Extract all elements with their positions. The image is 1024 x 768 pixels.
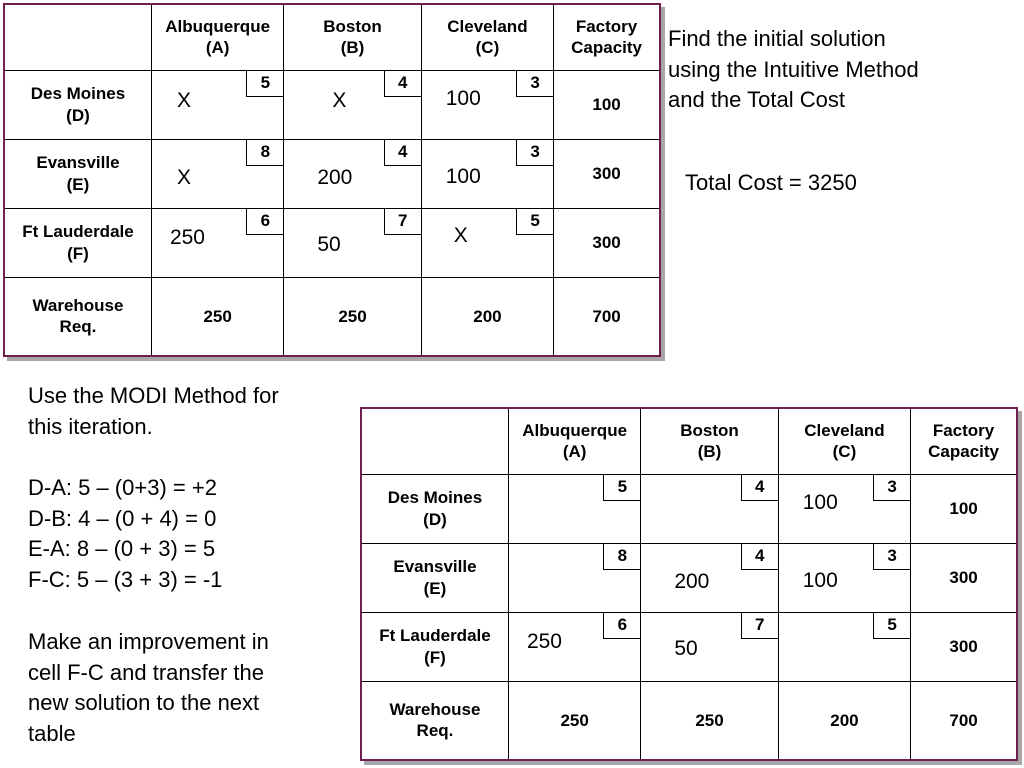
modi-intro-text: Use the MODI Method for this iteration. bbox=[28, 383, 279, 439]
allocation-value: 50 bbox=[674, 636, 698, 660]
route-cell bbox=[778, 474, 910, 543]
route-cell bbox=[508, 543, 640, 612]
route-cell bbox=[284, 208, 421, 277]
unit-cost-box: 5 bbox=[873, 613, 910, 639]
route-cell bbox=[151, 139, 283, 208]
route-cell bbox=[641, 543, 778, 612]
table-row bbox=[361, 612, 1017, 681]
allocation-value: 100 bbox=[445, 86, 481, 110]
row-label: Evansville (E) bbox=[4, 139, 151, 208]
unit-cost-box: 3 bbox=[516, 71, 553, 97]
allocation-value: 100 bbox=[445, 164, 481, 188]
modi-line: F-C: 5 – (3 + 3) = -1 bbox=[28, 566, 223, 592]
corner-cell bbox=[361, 408, 508, 474]
unit-cost-box: 7 bbox=[384, 209, 421, 235]
total-value: 700 bbox=[911, 681, 1017, 760]
table-row bbox=[361, 474, 1017, 543]
table-row bbox=[361, 543, 1017, 612]
total-value: 700 bbox=[554, 277, 660, 356]
unit-cost-box: 6 bbox=[246, 209, 283, 235]
route-cell bbox=[778, 543, 910, 612]
requirement-value: 200 bbox=[421, 277, 553, 356]
capacity-value: 300 bbox=[911, 612, 1017, 681]
allocation-value: 200 bbox=[674, 569, 710, 593]
route-cell bbox=[508, 474, 640, 543]
route-cell bbox=[421, 70, 553, 139]
unit-cost-box: 6 bbox=[603, 613, 640, 639]
allocation-value: X bbox=[176, 165, 191, 189]
row-label: Ft Lauderdale (F) bbox=[4, 208, 151, 277]
modi-line: E-A: 8 – (0 + 3) = 5 bbox=[28, 536, 216, 561]
capacity-value: 300 bbox=[554, 208, 660, 277]
unit-cost-box: 3 bbox=[873, 544, 910, 570]
modi-iteration-table bbox=[360, 407, 1018, 761]
route-cell bbox=[508, 612, 640, 681]
unit-cost-box: 5 bbox=[246, 71, 283, 97]
table-row bbox=[4, 139, 660, 208]
unit-cost-box: 8 bbox=[246, 140, 283, 166]
capacity-value: 300 bbox=[554, 139, 660, 208]
unit-cost-box: 5 bbox=[603, 475, 640, 501]
capacity-value: 300 bbox=[911, 543, 1017, 612]
allocation-value: X bbox=[332, 88, 347, 112]
row-label: Ft Lauderdale (F) bbox=[361, 612, 508, 681]
corner-cell bbox=[4, 4, 151, 70]
route-cell bbox=[421, 208, 553, 277]
column-header: Factory Capacity bbox=[554, 4, 660, 70]
row-label: Evansville (E) bbox=[361, 543, 508, 612]
unit-cost-box: 7 bbox=[741, 613, 778, 639]
requirement-value: 250 bbox=[641, 681, 778, 760]
allocation-value: 250 bbox=[526, 629, 562, 653]
unit-cost-box: 4 bbox=[384, 140, 421, 166]
route-cell bbox=[284, 70, 421, 139]
allocation-value: 100 bbox=[802, 490, 838, 514]
route-cell bbox=[421, 139, 553, 208]
allocation-value: 250 bbox=[169, 225, 205, 249]
route-cell bbox=[778, 612, 910, 681]
unit-cost-box: 8 bbox=[603, 544, 640, 570]
route-cell bbox=[641, 612, 778, 681]
allocation-value: X bbox=[176, 88, 191, 112]
column-header: Cleveland (C) bbox=[421, 4, 553, 70]
requirements-row bbox=[361, 681, 1017, 760]
modi-line: D-A: 5 – (0+3) = +2 bbox=[28, 475, 217, 500]
requirement-value: 250 bbox=[284, 277, 421, 356]
requirement-value: 250 bbox=[151, 277, 283, 356]
requirement-value: 200 bbox=[778, 681, 910, 760]
modi-line: D-B: 4 – (0 + 4) = 0 bbox=[28, 505, 217, 531]
row-label: Warehouse Req. bbox=[4, 277, 151, 356]
unit-cost-box: 4 bbox=[741, 475, 778, 501]
initial-solution-table bbox=[3, 3, 661, 357]
row-label: Des Moines (D) bbox=[4, 70, 151, 139]
route-cell bbox=[284, 139, 421, 208]
column-header: Boston (B) bbox=[284, 4, 421, 70]
allocation-value: 200 bbox=[317, 165, 353, 189]
allocation-value: 100 bbox=[802, 568, 838, 592]
unit-cost-box: 4 bbox=[741, 544, 778, 570]
unit-cost-box: 3 bbox=[516, 140, 553, 166]
route-cell bbox=[151, 70, 283, 139]
unit-cost-box: 3 bbox=[873, 475, 910, 501]
route-cell bbox=[641, 474, 778, 543]
requirement-value: 250 bbox=[508, 681, 640, 760]
capacity-value: 100 bbox=[554, 70, 660, 139]
requirements-row bbox=[4, 277, 660, 356]
modi-calculations bbox=[28, 473, 222, 595]
improvement-text: Make an improvement in cell F-C and transfer the new solution to the next table bbox=[28, 629, 269, 746]
table-row bbox=[4, 208, 660, 277]
table-row bbox=[4, 70, 660, 139]
row-label: Warehouse Req. bbox=[361, 681, 508, 760]
column-header: Boston (B) bbox=[641, 408, 778, 474]
instruction-text: Find the initial solution using the Intuitive Method and the Total Cost bbox=[668, 26, 919, 112]
capacity-value: 100 bbox=[911, 474, 1017, 543]
row-label: Des Moines (D) bbox=[361, 474, 508, 543]
unit-cost-box: 5 bbox=[516, 209, 553, 235]
column-header: Albuquerque (A) bbox=[151, 4, 283, 70]
total-cost-text: Total Cost = 3250 bbox=[685, 170, 857, 195]
column-header: Factory Capacity bbox=[911, 408, 1017, 474]
column-header: Cleveland (C) bbox=[778, 408, 910, 474]
unit-cost-box: 4 bbox=[384, 71, 421, 97]
route-cell bbox=[151, 208, 283, 277]
allocation-value: 50 bbox=[317, 232, 341, 256]
allocation-value: X bbox=[453, 223, 468, 247]
column-header: Albuquerque (A) bbox=[508, 408, 640, 474]
